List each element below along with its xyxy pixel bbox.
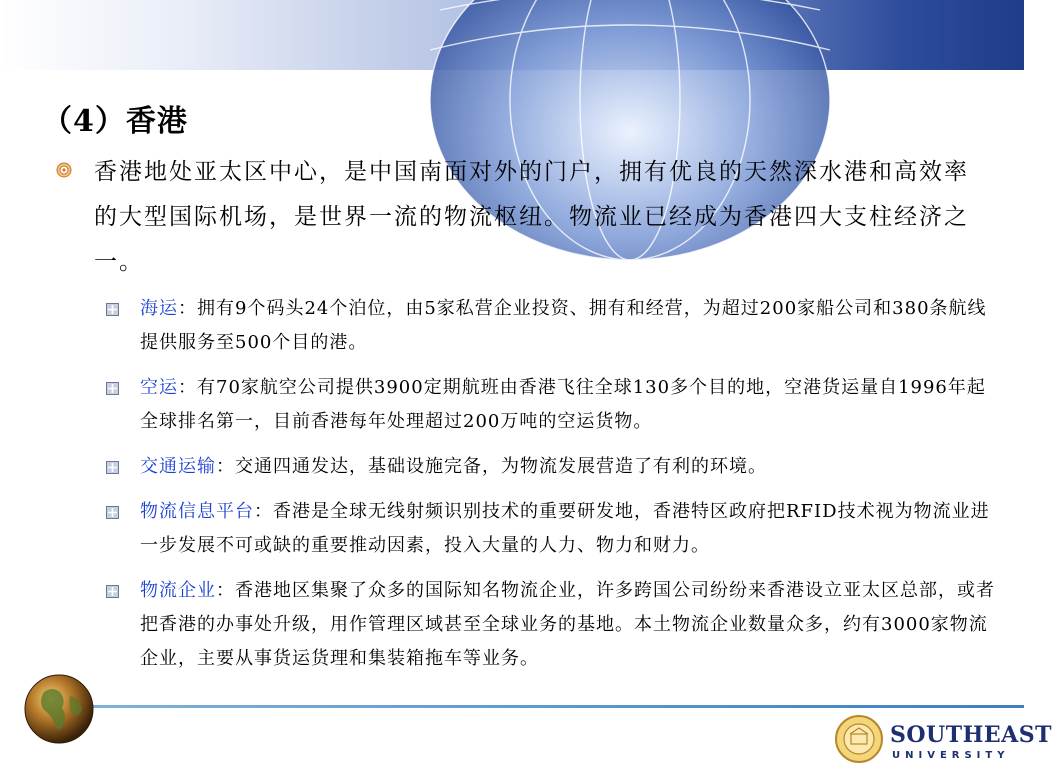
item-term: 海运 [140,298,178,319]
item-text: ：有70家航空公司提供3900定期航班由香港飞往全球130多个目的地，空港货运量自1996年起全球排名第一，目前香港每年处理超过200万吨的空运货物。 [140,377,986,432]
square-bullet-icon [106,382,119,395]
item-text: ：拥有9个码头24个泊位，由5家私营企业投资、拥有和经营，为超过200家船公司和380条航线提供服务至500个目的港。 [140,298,987,353]
list-item [106,574,996,676]
earth-globe-icon [22,672,96,746]
item-term: 物流企业 [140,580,216,601]
square-bullet-icon [106,461,119,474]
slide-title: （4）香港 [42,104,188,139]
item-text: ：交通四通发达，基础设施完备，为物流发展营造了有利的环境。 [216,456,767,477]
square-bullet-icon [106,585,119,598]
footer-divider [86,705,1024,708]
university-seal-icon [834,714,884,764]
list-item [106,450,996,484]
item-term: 交通运输 [140,456,216,477]
square-bullet-icon [106,506,119,519]
globe-banner-icon [420,0,840,110]
logo-name: SOUTHEAST [890,722,1052,748]
square-bullet-icon [106,303,119,316]
item-term: 空运 [140,377,178,398]
item-term: 物流信息平台 [140,501,254,522]
sub-bullet-list [106,292,996,687]
main-bullet-text: 香港地处亚太区中心，是中国南面对外的门户，拥有优良的天然深水港和高效率的大型国际机场，是世界一流的物流枢纽。物流业已经成为香港四大支柱经济之一。 [94,159,969,275]
main-bullet [56,150,986,285]
header-banner [0,0,1024,70]
list-item [106,371,996,439]
item-text: ：香港地区集聚了众多的国际知名物流企业，许多跨国公司纷纷来香港设立亚太区总部，或者把香港的办事处升级，用作管理区域甚至全球业务的基地。本土物流企业数量众多，约有3000家物流企业，主要从事货运货理和集装箱拖车等业务。 [140,580,995,669]
target-bullet-icon [56,162,72,178]
logo-subtitle: UNIVERSITY [892,750,1010,761]
item-text: ：香港是全球无线射频识别技术的重要研发地，香港特区政府把RFID技术视为物流业进一步发展不可或缺的重要推动因素，投入大量的人力、物力和财力。 [140,501,990,556]
list-item [106,495,996,563]
list-item [106,292,996,360]
